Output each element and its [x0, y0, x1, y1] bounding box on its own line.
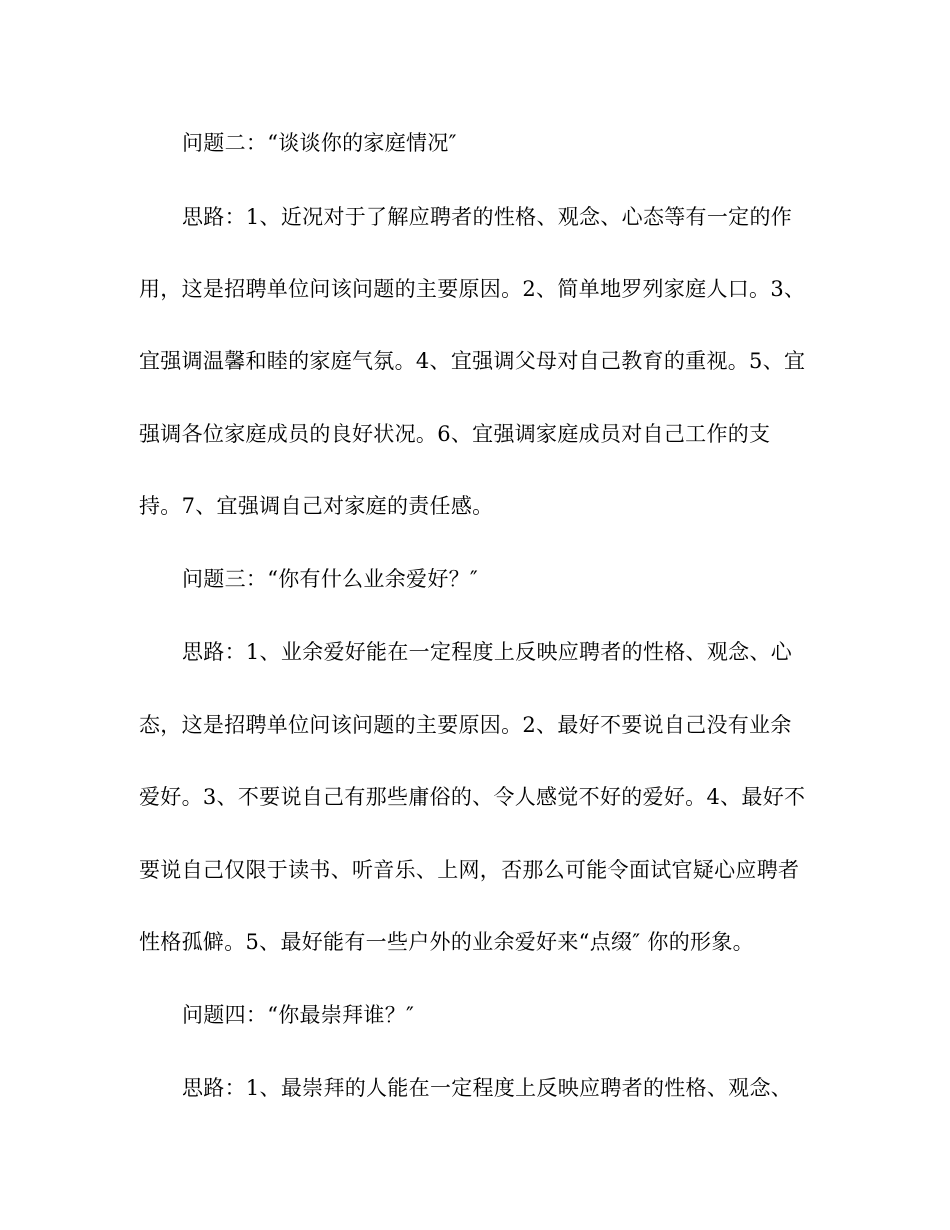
paragraph-line: 态，这是招聘单位问该问题的主要原因。2、最好不要说自己没有业余 — [139, 713, 792, 737]
paragraph-line: 强调各位家庭成员的良好状况。6、宜强调家庭成员对自己工作的支 — [139, 422, 771, 446]
paragraph-line: 用，这是招聘单位问该问题的主要原因。2、简单地罗列家庭人口。3、 — [139, 277, 806, 301]
paragraph-line: 思路：1、近况对于了解应聘者的性格、观念、心态等有一定的作 — [182, 205, 793, 229]
question-two-heading: 问题二：“谈谈你的家庭情况″ — [182, 131, 457, 155]
paragraph-line: 要说自己仅限于读书、听音乐、上网，否那么可能令面试官疑心应聘者 — [139, 858, 800, 882]
paragraph-line: 思路：1、最崇拜的人能在一定程度上反映应聘者的性格、观念、 — [182, 1076, 793, 1100]
paragraph-line: 爱好。3、不要说自己有那些庸俗的、令人感觉不好的爱好。4、最好不 — [139, 785, 806, 809]
question-four-heading: 问题四：“你最崇拜谁？″ — [182, 1003, 415, 1027]
paragraph-line: 性格孤僻。5、最好能有一些户外的业余爱好来“点缀″ 你的形象。 — [139, 930, 754, 954]
paragraph-line: 思路：1、业余爱好能在一定程度上反映应聘者的性格、观念、心 — [182, 640, 793, 664]
paragraph-line: 持。7、宜强调自己对家庭的责任感。 — [139, 494, 494, 518]
paragraph-line: 宜强调温馨和睦的家庭气氛。4、宜强调父母对自己教育的重视。5、宜 — [139, 349, 806, 373]
question-three-heading: 问题三：“你有什么业余爱好？″ — [182, 567, 479, 591]
